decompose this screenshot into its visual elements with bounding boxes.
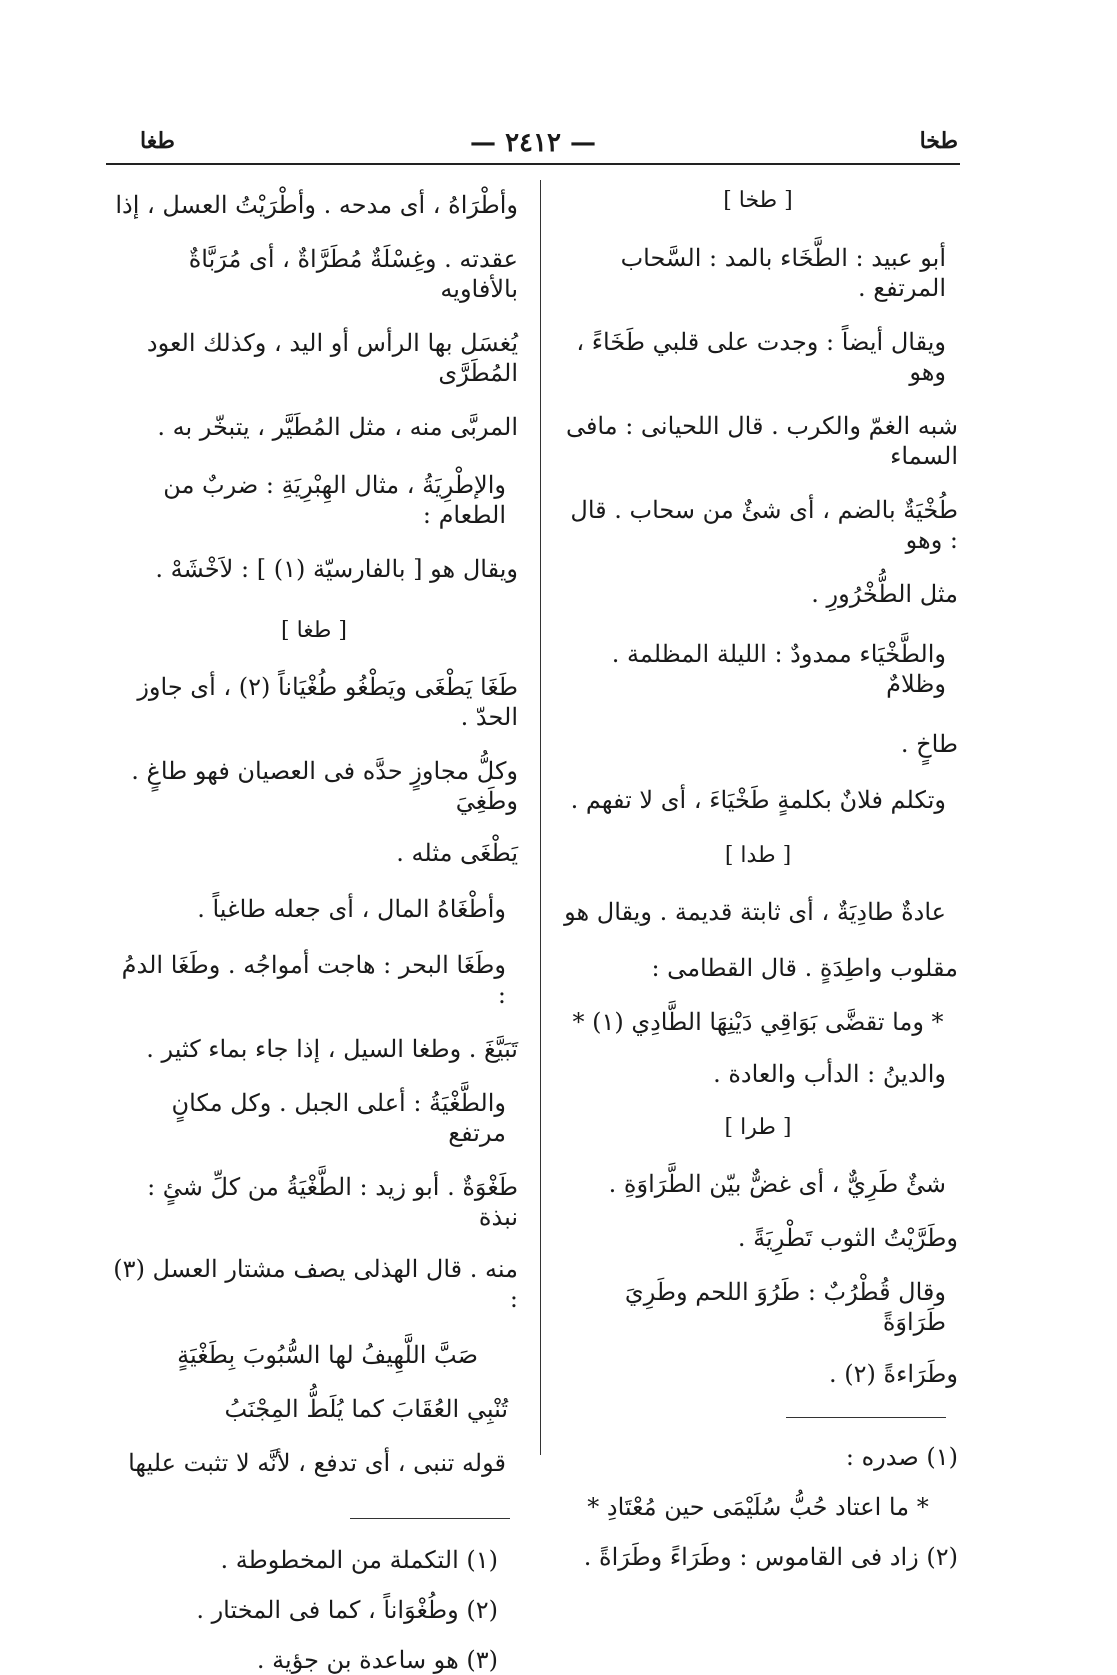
entry-line: يُغسَل بها الرأس أو اليد ، وكذلك العود المُطَرَّى [146, 329, 518, 387]
verse-line: صَبَّ اللَّهِيفُ لها السُّبُوبَ بِطَغْيَةٍ [177, 1341, 478, 1369]
footnote: (٢) وطُغْوَاناً ، كما فى المختار . [196, 1596, 498, 1624]
entry-line: منه . قال الهذلى يصف مشتار العسل (٣) : [113, 1255, 518, 1313]
entry-line: والطَّخْيَاء ممدودٌ : الليلة المظلمة . وظلامٌ [611, 640, 946, 698]
entry-line: وكلُّ مجاوزٍ حدَّه فى العصيان فهو طاغٍ . وطَغِيَ [131, 757, 518, 815]
entry-line: والإطْرِيَةُ ، مثال الهِبْرِيَةِ : ضربٌ من الطعام : [163, 471, 506, 529]
footnote: (١) صدره : [845, 1443, 958, 1471]
footnote: (٣) هو ساعدة بن جؤية . [256, 1646, 498, 1674]
footnote-rule [786, 1417, 946, 1418]
footnote: (١) التكملة من المخطوطة . [220, 1546, 498, 1574]
header-headword-right: طخا [919, 128, 958, 154]
entry-line: وطَرَاءةً (٢) . [829, 1360, 958, 1388]
entry-line: مقلوب واطِدَةٍ . قال القطامى : [651, 954, 958, 982]
entry-line: وأطْرَاهُ ، أى مدحه . وأطْرَيْتُ العسل ، إذا [115, 191, 518, 219]
footnote-verse: * ما اعتاد حُبُّ سُلَيْمَى حين مُعْتَادِ * [587, 1493, 929, 1521]
footnote: (٢) زاد فى القاموس : وطَرَاءً وطَرَاةً . [583, 1543, 958, 1571]
entry-line: تَبَيَّغَ . وطغا السيل ، إذا جاء بماء كثير . [146, 1035, 518, 1063]
entry-line: وطَغَا البحر : هاجت أمواجُه . وطَغَا الدمُ : [121, 951, 506, 1009]
verse-line: * وما تقضَّى بَوَاقِي دَيْنِهَا الطَّادِي (١) * [572, 1008, 944, 1036]
left-column [110, 170, 518, 1675]
entry-line: شئٌ طَرِيٌّ ، أى غضٌّ بيّن الطَّرَاوَةِ . [608, 1170, 946, 1198]
footnote-rule [350, 1518, 510, 1519]
entry-line: عادةٌ طادِيَةٌ ، أى ثابتة قديمة . ويقال هو [564, 898, 946, 926]
entry-line: مثل الطُّخْرُورِ . [811, 580, 958, 608]
entry-line: والدينُ : الدأب والعادة . [713, 1060, 946, 1088]
entry-line: وأطْغَاهُ المال ، أى جعله طاغياً . [197, 895, 506, 923]
entry-line: وطَرَّيْتُ الثوب تَطْرِيَةً . [737, 1224, 958, 1252]
header-rule [106, 163, 960, 165]
entry-line: قوله تنبى ، أى تدفع ، لأنَّه لا تثبت عليها [128, 1449, 506, 1477]
entry-line: أبو عبيد : الطَّخَاء بالمد : السَّحاب المرتفع . [620, 244, 946, 302]
entry-line: وقال قُطْرُبٌ : طَرُوَ اللحم وطَرِيَ طَرَاوَةً [624, 1278, 946, 1336]
header-headword-left: طغا [140, 128, 175, 154]
entry-line: عقدته . وغِسْلَةٌ مُطَرَّاةٌ ، أى مُرَبَّاةٌ بالأفاويه [188, 245, 518, 303]
column-divider [540, 180, 541, 1455]
entry-line: طاخٍ . [900, 730, 958, 758]
page-number: — ٢٤١٢ — [470, 128, 596, 158]
right-column [558, 170, 958, 1572]
entry-line: وتكلم فلانٌ بكلمةٍ طَخْيَاءَ ، أى لا تفهم . [570, 786, 946, 814]
entry-line: شبه الغمّ والكرب . قال اللحيانى : مافى السماء [565, 412, 958, 470]
section-heading-tagha: [ طغا ] [281, 618, 347, 643]
entry-line: والطَّغْيَةُ : أعلى الجبل . وكل مكانٍ مرتفع [171, 1089, 506, 1147]
entry-line: المربَّى منه ، مثل المُطَيَّر ، يتبخّر به . [157, 413, 518, 441]
verse-line: تُنْبِي العُقَابَ كما يُلَطُّ المِجْنَبُ [224, 1395, 508, 1423]
entry-line: يَطْغَى مثله . [396, 839, 518, 867]
section-heading-tada: [ طدا ] [724, 843, 792, 868]
entry-line: ويقال أيضاً : وجدت على قلبي طَخَاءً ، وهو [576, 328, 946, 386]
section-heading-tara: [ طرا ] [724, 1115, 792, 1140]
entry-line: طُخْيَةٌ بالضم ، أى شئٌ من سحاب . قال : وهو [570, 496, 958, 554]
page-header [108, 128, 958, 164]
entry-line: طَغْوَةٌ . أبو زيد : الطَّغْيَةُ من كلِّ شئٍ : نبذة [147, 1173, 518, 1231]
entry-line: طَغَا يَطْغَى ويَطْغُو طُغْيَاناً (٢) ، أى جاوز الحدّ . [137, 673, 518, 731]
section-heading-takha: [ طخا ] [723, 188, 793, 213]
entry-line: ويقال هو [ بالفارسيّة (١) ] : لاَخْشَهْ . [155, 555, 518, 583]
